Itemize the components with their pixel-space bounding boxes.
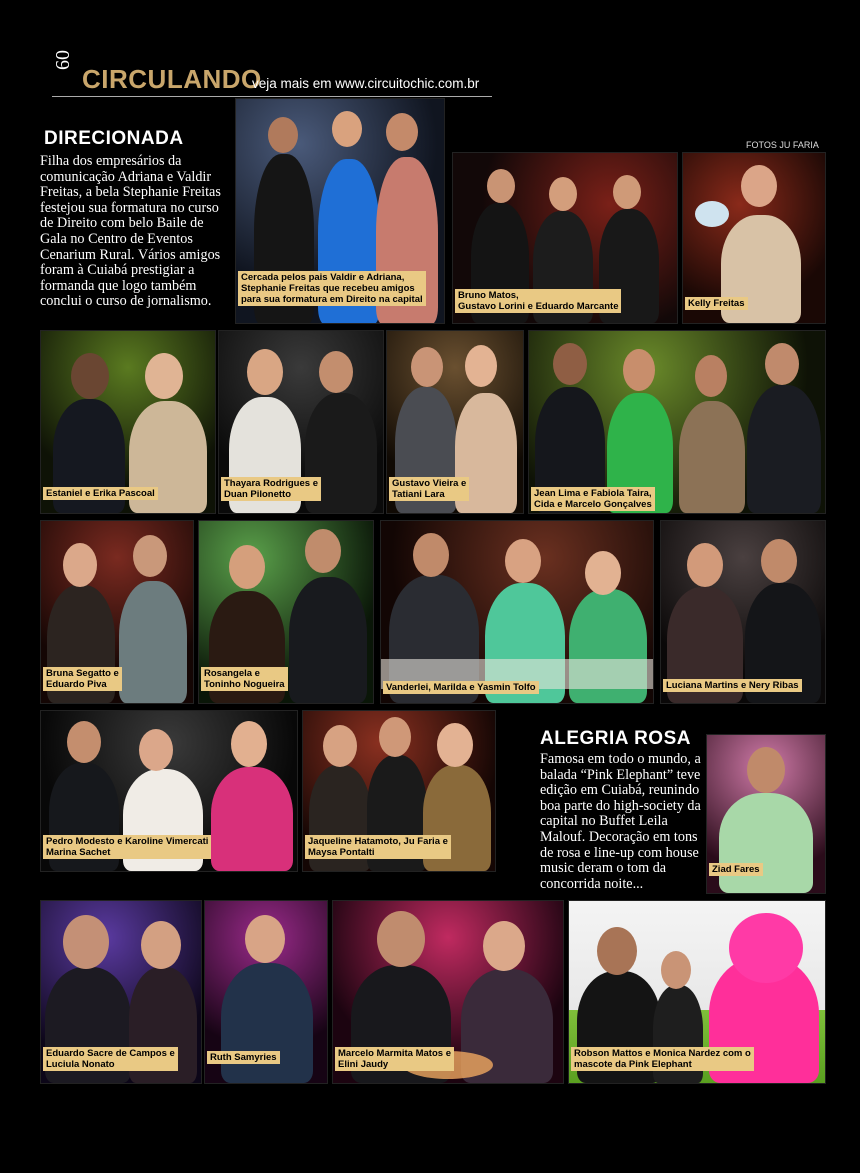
photo-caption: Thayara Rodrigues e Duan Pilonetto [221, 477, 321, 501]
photo-eduardo-luciula [40, 900, 202, 1084]
photo-thayara-duan [218, 330, 384, 514]
photo-caption: Jaqueline Hatamoto, Ju Faria e Maysa Pontalti [305, 835, 451, 859]
photo-kelly-freitas [682, 152, 826, 324]
photo-caption: Estaniel e Erika Pascoal [43, 487, 158, 500]
photo-bruno-gustavo-eduardo [452, 152, 678, 324]
photo-caption: Cercada pelos pais Valdir e Adriana, Stephanie Freitas que recebeu amigos para sua formatura em Direito na capital [238, 271, 426, 306]
photo-caption: Ruth Samyries [207, 1051, 280, 1064]
photo-caption: Rosangela e Toninho Nogueira [201, 667, 288, 691]
photo-stephanie-family [235, 98, 445, 324]
photo-caption: Marcelo Marmita Matos e Elini Jaudy [335, 1047, 454, 1071]
photo-robson-monica-mascot [568, 900, 826, 1084]
header-rule [52, 96, 492, 97]
photo-caption: Ziad Fares [709, 863, 763, 876]
alegria-heading: ALEGRIA ROSA [540, 728, 691, 749]
photo-caption: Pedro Modesto e Karoline Vimercati Marina Sachet [43, 835, 211, 859]
photo-caption: Gustavo Vieira e Tatiani Lara [389, 477, 469, 501]
photo-marcelo-elini [332, 900, 564, 1084]
photo-caption: Eduardo Sacre de Campos e Luciula Nonato [43, 1047, 178, 1071]
photo-gustavo-tatiani [386, 330, 524, 514]
direcionada-text: Filha dos empresários da comunicação Adriana e Valdir Freitas, a bela Stephanie Freitas festejou sua formatura no curso de Direito com belo Baile de Gala no Centro de Eventos Cenarium Rural. Vários amigos foram à Cuiabá prestigiar a formanda que logo também conclui o curso de jornalismo. [40, 153, 221, 310]
page-title: CIRCULANDO [82, 64, 262, 94]
photo-jean-fabiola-cida-marcelo [528, 330, 826, 514]
photo-vanderlei-marilda-yasmin [380, 520, 654, 704]
photo-luciana-nery [660, 520, 826, 704]
photo-jaqueline-ju-maysa [302, 710, 496, 872]
website-link[interactable]: veja mais em www.circuitochic.com.br [252, 76, 480, 91]
photo-bruna-eduardo [40, 520, 194, 704]
photo-caption: Kelly Freitas [685, 297, 748, 310]
photo-credit: FOTOS JU FARIA [746, 140, 819, 150]
photo-caption: Robson Mattos e Monica Nardez com o mascote da Pink Elephant [571, 1047, 754, 1071]
photo-caption: Vanderlei, Marilda e Yasmin Tolfo [383, 681, 539, 694]
photo-ruth-samyries [204, 900, 328, 1084]
photo-caption: Jean Lima e Fabiola Taira, Cida e Marcelo Gonçalves [531, 487, 655, 511]
photo-caption: Bruno Matos, Gustavo Lorini e Eduardo Marcante [455, 289, 621, 313]
photo-caption: Luciana Martins e Nery Ribas [663, 679, 802, 692]
page-number: 60 [52, 50, 74, 70]
photo-rosangela-toninho [198, 520, 374, 704]
photo-pedro-karoline-marina [40, 710, 298, 872]
photo-estaniel-erika [40, 330, 216, 514]
photo-caption: Bruna Segatto e Eduardo Piva [43, 667, 122, 691]
photo-ziad-fares [706, 734, 826, 894]
direcionada-heading: DIRECIONADA [44, 128, 184, 149]
alegria-text: Famosa em todo o mundo, a balada “Pink Elephant” teve edição em Cuiabá, reunindo boa parte do high-society da capital no Buffet Leila Malouf. Decoração em tons de rosa e line-up com house music deram o tom da concorrida noite... [540, 751, 701, 892]
